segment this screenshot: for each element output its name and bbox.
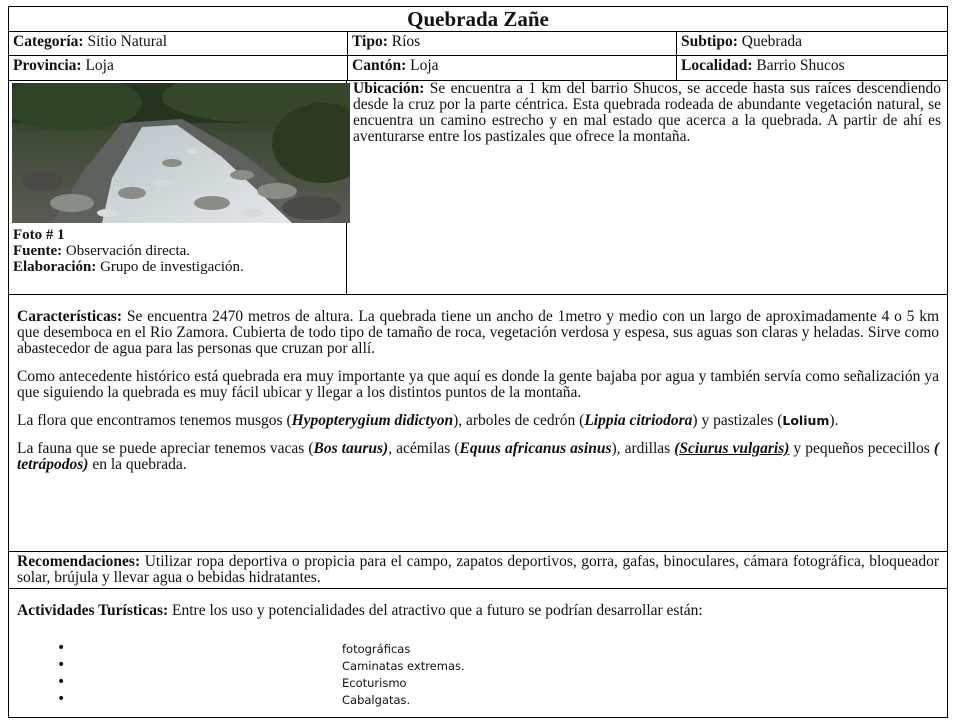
fauna-text-c: , acémilas ( — [388, 440, 460, 457]
foto-number: Foto # 1 — [13, 227, 65, 243]
elaboracion-value: Grupo de investigación. — [100, 259, 244, 275]
canton-label: Cantón: — [352, 57, 407, 74]
photo-location-row — [9, 81, 947, 295]
actividades-text: Entre los uso y potencialidades del atractivo que a futuro se podrían desarrollar están: — [172, 602, 703, 619]
fauna-text-e: ), ardillas — [611, 440, 675, 457]
fauna-text-g: y pequeños pececillos — [789, 440, 934, 457]
fauna-text-a: La fauna que se puede apreciar tenemos vacas ( — [17, 440, 314, 457]
fauna-species-acemilas: Equus africanus asinus — [459, 440, 612, 457]
flora-species-cedron: Lippia citriodora — [584, 412, 693, 429]
flora-text-g: ). — [829, 412, 839, 429]
flora-text-a: La flora que encontramos tenemos musgos ( — [17, 412, 292, 429]
caracteristicas-text-1: Se encuentra 2470 metros de altura. La quebrada tiene un ancho de 1metro y medio con un largo de aproximadamente 4 o 5 km que desemboca en el Rio Zamora. Cubierta de todo tipo de tamaño de roca, vegetación verdosa y espesa, sus aguas son claras y heladas. Sirve como abastecedor de agua para las personas que cruzan por allí. — [17, 308, 940, 357]
flora-species-musgo: Hypopterygium didictyon — [291, 412, 454, 429]
classification-row — [9, 32, 947, 56]
elaboracion-label: Elaboración: — [13, 259, 97, 275]
caracteristicas-p1 — [17, 309, 939, 357]
recomendaciones-label: Recomendaciones: — [17, 553, 141, 570]
canton-value: Loja — [410, 57, 439, 74]
caracteristicas-flora — [17, 413, 939, 429]
recomendaciones-paragraph — [17, 554, 939, 586]
localidad-value: Barrio Shucos — [756, 57, 845, 74]
flora-text-c: ), arboles de cedrón ( — [453, 412, 585, 429]
caracteristicas-section — [9, 295, 947, 552]
actividades-label: Actividades Turísticas: — [17, 602, 169, 619]
localidad-cell — [676, 56, 947, 80]
list-item: • Caminatas extremas. — [17, 658, 939, 675]
list-item: • Ecoturismo — [17, 675, 939, 692]
fauna-species-vacas: Bos taurus) — [313, 440, 389, 457]
fuente-label: Fuente: — [13, 243, 63, 259]
ubicacion-label: Ubicación: — [353, 80, 425, 97]
categoria-cell — [9, 32, 347, 55]
location-row — [9, 56, 947, 81]
subtipo-label: Subtipo: — [681, 33, 738, 50]
list-item: • Cabalgatas. — [17, 692, 939, 709]
stream-photo-image — [12, 83, 350, 223]
tipo-value: Ríos — [391, 33, 421, 50]
list-item: • fotográficas — [17, 641, 939, 658]
tipo-cell — [347, 32, 676, 55]
provincia-label: Provincia: — [13, 57, 82, 74]
fauna-text-i: en la quebrada. — [88, 456, 187, 473]
categoria-label: Categoría: — [13, 33, 84, 50]
actividades-paragraph — [17, 603, 939, 619]
subtipo-value: Quebrada — [741, 33, 802, 50]
actividades-list — [17, 641, 939, 709]
recomendaciones-text: Utilizar ropa deportiva o propicia para el campo, zapatos deportivos, gorra, gafas, binoculares, cámara fotográfica, bloqueador solar, brújula y llevar agua o bebidas hidratantes. — [17, 553, 940, 586]
fauna-species-tetrapodos: ( tetrápodos) — [17, 440, 939, 473]
fauna-species-ardillas: (Sciurus vulgaris) — [674, 440, 790, 457]
ubicacion-cell — [347, 81, 947, 294]
caracteristicas-label: Características: — [17, 308, 123, 325]
localidad-label: Localidad: — [681, 57, 753, 74]
fuente-value: Observación directa. — [65, 243, 191, 259]
photo-cell — [9, 81, 347, 294]
provincia-value: Loja — [85, 57, 114, 74]
flora-species-lolium: Lolium — [782, 413, 830, 428]
photo-caption — [13, 227, 342, 275]
ubicacion-text: Se encuentra a 1 km del barrio Shucos, se accede hasta sus raíces descendiendo desde la cruz por la parte céntrica. Esta quebrada rodeada de abundante vegetación natural, se encuentra un camino estrecho y en mal estado que acerca a la quebrada. A partir de ahí es aventurarse entre los pastizales que ofrece la montaña. — [353, 80, 941, 145]
tipo-label: Tipo: — [352, 33, 388, 50]
recomendaciones-section — [9, 552, 947, 589]
subtipo-cell — [676, 32, 947, 55]
caracteristicas-fauna — [17, 441, 939, 473]
canton-cell — [347, 56, 676, 80]
actividades-section — [9, 589, 947, 719]
categoria-value: Sitio Natural — [87, 33, 168, 50]
sheet-title: Quebrada Zañe — [9, 7, 947, 32]
stream-photo — [12, 83, 350, 223]
caracteristicas-p2: Como antecedente histórico está quebrada era muy importante ya que aquí es donde la gente bajaba por agua y también servía como señalización ya que siguiendo la quebrada es muy fácil ubicar y llegar a los distintos puntos de la montaña. — [17, 368, 939, 401]
tourist-attraction-sheet — [8, 6, 948, 718]
provincia-cell — [9, 56, 347, 80]
flora-text-e: ) y pastizales ( — [692, 412, 783, 429]
